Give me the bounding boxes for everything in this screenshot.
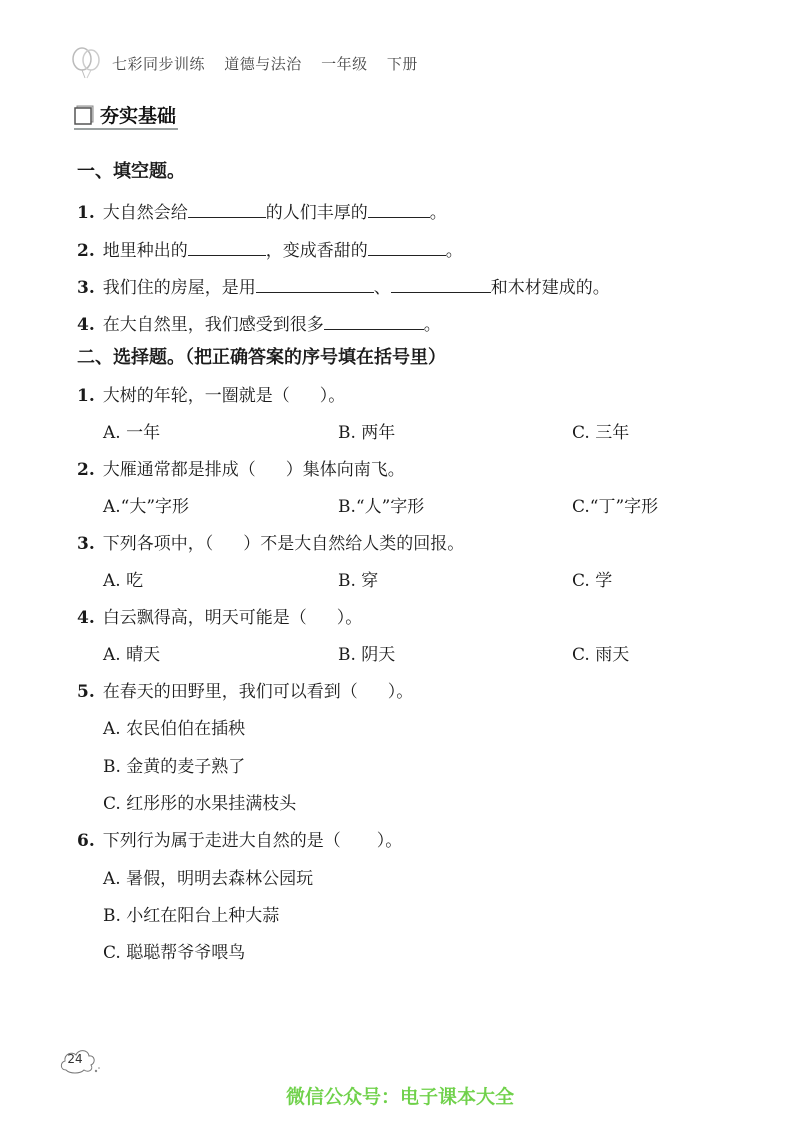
part2-heading: 二、选择题。（把正确答案的序号填在括号里） [77,347,446,368]
choice-question-6 [77,829,402,853]
answer-blank[interactable] [391,274,491,293]
choice-question-3 [77,532,464,556]
option-c: C.“丁”字形 [572,497,659,517]
page-number-badge [58,1046,92,1076]
answer-blank[interactable] [368,199,430,218]
option-c: C. 红彤彤的水果挂满枝头 [103,794,297,814]
question-text: 地里种出的 [102,241,188,261]
question-number: 5. [77,682,95,702]
fill-question-3 [77,274,610,300]
question-text: ）。 [336,608,363,628]
question-text: ）。 [319,386,346,406]
option-a: A. 一年 [103,423,161,443]
question-number: 1. [77,386,95,406]
question-text: ）。 [387,682,414,702]
question-text: 和木材建成的。 [490,278,610,298]
header-grade: 一年级 [321,54,368,73]
header-series: 七彩同步训练 [112,54,206,73]
question-text: 大树的年轮，一圈就是（ [102,386,290,406]
header-subject: 道德与法治 [224,54,302,73]
watermark-text: 微信公众号：电子课本大全 [285,1086,514,1108]
question-number: 1. [77,203,95,223]
page-header [68,46,432,80]
option-c: C. 学 [572,571,613,591]
choice-question-1 [77,384,345,408]
choice-question-5 [77,680,413,704]
choice-question-4 [77,606,362,630]
question-number: 6. [77,831,95,851]
question-text: ，变成香甜的 [265,241,368,261]
question-text: 在大自然里，我们感受到很多 [102,315,324,335]
question-number: 3. [77,278,95,298]
option-a: A. 农民伯伯在插秧 [103,719,246,739]
page-number: 24 [67,1052,83,1066]
option-b: B. 金黄的麦子熟了 [103,757,246,777]
question-text: 在春天的田野里，我们可以看到（ [102,682,358,702]
question-text: 。 [429,203,447,223]
answer-blank[interactable] [188,199,266,218]
option-b: B. 两年 [338,423,396,443]
option-a: A. 晴天 [103,645,161,665]
question-number: 3. [77,534,95,554]
fill-question-4 [77,311,441,337]
option-c: C. 三年 [572,423,630,443]
question-text: 我们住的房屋，是用 [102,278,256,298]
question-text: 。 [445,241,463,261]
question-text: 大雁通常都是排成（ [102,460,256,480]
question-text: 白云飘得高，明天可能是（ [102,608,307,628]
section-tag [74,101,176,128]
section-underline [74,128,178,130]
question-text: 的人们丰厚的 [265,203,368,223]
option-b: B. 阴天 [338,645,396,665]
fill-question-1 [77,199,447,225]
answer-blank[interactable] [324,311,424,330]
answer-blank[interactable] [368,237,446,256]
answer-blank[interactable] [256,274,374,293]
balloon-icon [68,46,104,80]
section-title: 夯实基础 [100,105,177,127]
question-text: 下列行为属于走进大自然的是（ [102,831,341,851]
option-b: B. 穿 [338,571,379,591]
question-text: 大自然会给 [102,203,188,223]
question-text: ）集体向南飞。 [285,460,405,480]
question-text: ）。 [376,831,403,851]
answer-blank[interactable] [188,237,266,256]
option-a: A.“大”字形 [103,497,190,517]
section-box-icon [74,105,94,125]
question-text: 下列各项中，（ [102,534,214,554]
question-number: 4. [77,315,95,335]
question-text: 、 [373,278,391,298]
option-c: C. 聪聪帮爷爷喂鸟 [103,943,246,963]
option-c: C. 雨天 [572,645,630,665]
question-number: 4. [77,608,95,628]
question-number: 2. [77,241,95,261]
option-a: A. 暑假，明明去森林公园玩 [103,869,314,889]
header-volume: 下册 [386,54,418,73]
option-b: B. 小红在阳台上种大蒜 [103,906,280,926]
option-b: B.“人”字形 [338,497,425,517]
option-a: A. 吃 [103,571,144,591]
choice-question-2 [77,458,405,482]
part1-heading: 一、填空题。 [77,161,185,182]
fill-question-2 [77,237,463,263]
question-text: 。 [423,315,441,335]
question-number: 2. [77,460,95,480]
question-text: ）不是大自然给人类的回报。 [243,534,465,554]
